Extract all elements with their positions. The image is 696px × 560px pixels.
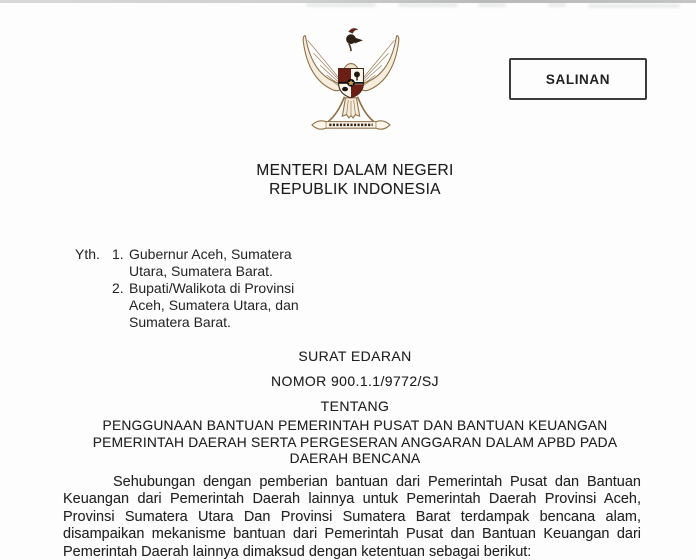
scan-smudge <box>478 3 506 7</box>
garuda-pancasila-emblem <box>296 24 406 139</box>
addressee-label: Yth. <box>75 246 100 262</box>
doc-type-title: SURAT EDARAN <box>298 348 412 364</box>
scan-smudge <box>588 4 680 8</box>
letterhead-line2: REPUBLIK INDONESIA <box>269 181 441 198</box>
letterhead <box>0 161 696 199</box>
addressee-item <box>112 280 314 331</box>
letterhead-line1: MENTERI DALAM NEGERI <box>256 162 454 179</box>
doc-number: NOMOR 900.1.1/9772/SJ <box>271 373 439 389</box>
addressee-item-text: Bupati/Walikota di Provinsi Aceh, Sumatera Utara, dan Sumatera Barat. <box>129 280 299 330</box>
salinan-stamp-box <box>509 58 647 100</box>
body-paragraph: Sehubungan dengan pemberian bantuan dari Pemerintah Pusat dan Bantuan Keuangan dari Pemerintah Daerah lainnya untuk Pemerintah Daerah Provinsi Aceh, Provinsi Sumatera Utara Dan Provinsi Sumatera Barat terdampak bencana alam, disampaikan mekanisme bantuan dari Pemerintah Pusat dan Bantuan Keuangan dari Pemerintah Daerah lainnya dimaksud dengan ketentuan sebagai berikut: <box>63 474 641 560</box>
addressee-item <box>112 246 314 280</box>
salinan-stamp-label: SALINAN <box>545 71 611 87</box>
scan-smudge <box>398 3 458 7</box>
addressee-item-text: Gubernur Aceh, Sumatera Utara, Sumatera Barat. <box>129 246 292 279</box>
scan-smudge <box>548 3 566 7</box>
addressee-block <box>75 246 335 331</box>
addressee-item-number: 1. <box>112 246 124 262</box>
doc-about-label: TENTANG <box>320 398 390 414</box>
doc-subject-title: PENGGUNAAN BANTUAN PEMERINTAH PUSAT DAN BANTUAN KEUANGAN PEMERINTAH DAERAH SERTA PERGESERAN ANGGARAN DALAM APBD PADA DAERAH BENCANA <box>92 418 618 467</box>
addressee-list <box>112 246 314 331</box>
scan-smudge <box>306 3 376 7</box>
addressee-item-number: 2. <box>112 280 124 296</box>
document-heading <box>0 348 696 468</box>
